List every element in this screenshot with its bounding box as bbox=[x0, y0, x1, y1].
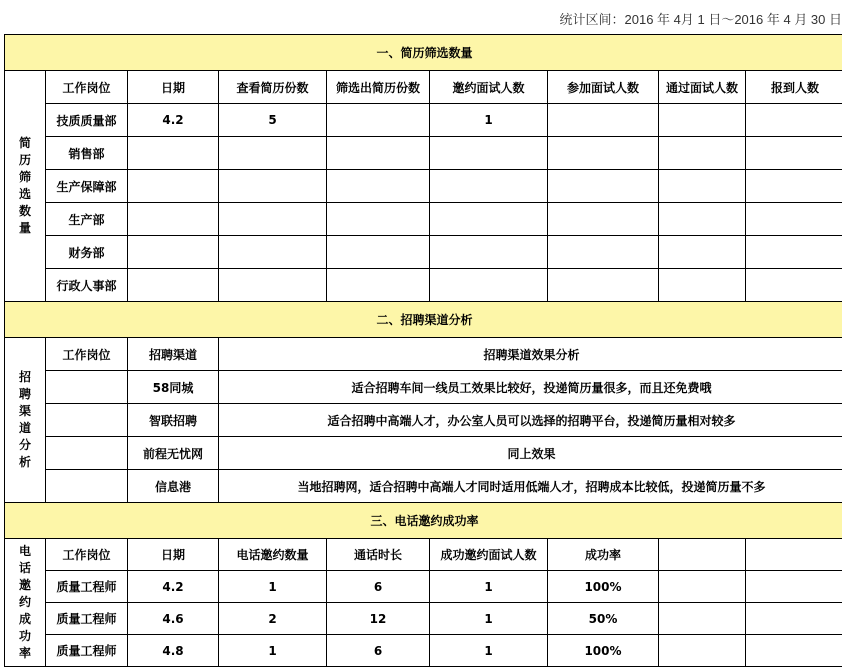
cell[interactable] bbox=[46, 437, 128, 470]
header-cell[interactable] bbox=[659, 539, 746, 571]
cell[interactable] bbox=[430, 170, 548, 203]
section2-title[interactable]: 二、招聘渠道分析 bbox=[5, 302, 842, 338]
side-char: 成 bbox=[18, 612, 31, 626]
cell[interactable] bbox=[746, 571, 842, 603]
cell[interactable] bbox=[659, 104, 746, 137]
header-cell[interactable]: 工作岗位 bbox=[46, 539, 128, 571]
cell[interactable]: 4.6 bbox=[128, 603, 219, 635]
header-cell[interactable]: 筛选出简历份数 bbox=[327, 71, 430, 104]
cell[interactable] bbox=[46, 371, 128, 404]
cell[interactable]: 58同城 bbox=[128, 371, 219, 404]
table-row bbox=[5, 269, 842, 302]
section3-title[interactable]: 三、电话邀约成功率 bbox=[5, 503, 842, 539]
recruitment-table bbox=[4, 34, 842, 667]
cell[interactable] bbox=[659, 571, 746, 603]
side-char: 招 bbox=[18, 370, 31, 384]
cell[interactable] bbox=[659, 269, 746, 302]
cell[interactable] bbox=[746, 203, 842, 236]
cell[interactable] bbox=[548, 170, 659, 203]
cell[interactable] bbox=[219, 170, 327, 203]
cell[interactable] bbox=[128, 203, 219, 236]
cell[interactable]: 100% bbox=[548, 571, 659, 603]
cell[interactable] bbox=[327, 104, 430, 137]
side-char: 道 bbox=[18, 421, 31, 435]
cell[interactable] bbox=[659, 635, 746, 667]
header-cell[interactable]: 成功邀约面试人数 bbox=[430, 539, 548, 571]
cell[interactable]: 5 bbox=[219, 104, 327, 137]
header-cell[interactable]: 招聘渠道 bbox=[128, 338, 219, 371]
side-char: 话 bbox=[18, 561, 31, 575]
cell[interactable]: 前程无忧网 bbox=[128, 437, 219, 470]
cell[interactable]: 6 bbox=[327, 635, 430, 667]
cell[interactable] bbox=[548, 203, 659, 236]
cell[interactable]: 生产部 bbox=[46, 203, 128, 236]
side-char: 电 bbox=[18, 544, 31, 558]
cell[interactable]: 适合招聘车间一线员工效果比较好，投递简历量很多，而且还免费哦 bbox=[219, 371, 842, 404]
section3-side-label[interactable] bbox=[5, 539, 46, 667]
header-cell[interactable]: 报到人数 bbox=[746, 71, 842, 104]
cell[interactable]: 1 bbox=[219, 571, 327, 603]
table-row bbox=[5, 571, 842, 603]
cell[interactable] bbox=[746, 170, 842, 203]
section1-title[interactable]: 一、简历筛选数量 bbox=[5, 35, 842, 71]
cell[interactable] bbox=[219, 269, 327, 302]
cell[interactable]: 技质质量部 bbox=[46, 104, 128, 137]
table-row bbox=[5, 203, 842, 236]
cell[interactable] bbox=[746, 104, 842, 137]
cell[interactable] bbox=[128, 269, 219, 302]
cell[interactable] bbox=[659, 137, 746, 170]
cell[interactable] bbox=[548, 269, 659, 302]
side-char: 数 bbox=[18, 204, 31, 218]
cell[interactable]: 智联招聘 bbox=[128, 404, 219, 437]
header-cell[interactable]: 日期 bbox=[128, 539, 219, 571]
side-char: 率 bbox=[18, 646, 31, 660]
side-char: 分 bbox=[18, 438, 31, 452]
table-row bbox=[5, 635, 842, 667]
stat-range-bar[interactable] bbox=[4, 0, 842, 35]
cell[interactable] bbox=[128, 137, 219, 170]
header-cell[interactable]: 工作岗位 bbox=[46, 338, 128, 371]
table-row bbox=[5, 137, 842, 170]
cell[interactable]: 质量工程师 bbox=[46, 635, 128, 667]
cell[interactable] bbox=[659, 603, 746, 635]
cell[interactable] bbox=[746, 137, 842, 170]
cell[interactable]: 100% bbox=[548, 635, 659, 667]
table-row bbox=[5, 404, 842, 437]
header-cell[interactable]: 参加面试人数 bbox=[548, 71, 659, 104]
cell[interactable]: 6 bbox=[327, 571, 430, 603]
side-char: 筛 bbox=[18, 170, 31, 184]
cell[interactable]: 行政人事部 bbox=[46, 269, 128, 302]
header-cell[interactable]: 招聘渠道效果分析 bbox=[219, 338, 842, 371]
side-char: 选 bbox=[18, 187, 31, 201]
header-cell[interactable]: 成功率 bbox=[548, 539, 659, 571]
cell[interactable]: 销售部 bbox=[46, 137, 128, 170]
stat-range-text: 统计区间：2016 年 4月 1 日～2016 年 4 月 30 日 bbox=[559, 12, 842, 27]
side-char: 量 bbox=[18, 221, 31, 235]
section2-side-label[interactable] bbox=[5, 338, 46, 503]
cell[interactable] bbox=[659, 170, 746, 203]
table-row bbox=[5, 371, 842, 404]
cell[interactable] bbox=[327, 269, 430, 302]
table-row bbox=[5, 603, 842, 635]
cell[interactable]: 2 bbox=[219, 603, 327, 635]
cell[interactable] bbox=[327, 236, 430, 269]
cell[interactable]: 财务部 bbox=[46, 236, 128, 269]
cell[interactable] bbox=[46, 470, 128, 503]
header-cell[interactable]: 查看简历份数 bbox=[219, 71, 327, 104]
cell[interactable] bbox=[746, 603, 842, 635]
header-cell[interactable] bbox=[746, 539, 842, 571]
cell[interactable] bbox=[548, 236, 659, 269]
header-cell[interactable]: 电话邀约数量 bbox=[219, 539, 327, 571]
side-char: 功 bbox=[18, 629, 31, 643]
header-cell[interactable]: 通话时长 bbox=[327, 539, 430, 571]
cell[interactable]: 适合招聘中高端人才，办公室人员可以选择的招聘平台，投递简历量相对较多 bbox=[219, 404, 842, 437]
cell[interactable] bbox=[430, 203, 548, 236]
side-char: 析 bbox=[18, 455, 31, 469]
cell[interactable]: 质量工程师 bbox=[46, 603, 128, 635]
cell[interactable]: 生产保障部 bbox=[46, 170, 128, 203]
cell[interactable]: 1 bbox=[430, 603, 548, 635]
cell[interactable]: 1 bbox=[430, 635, 548, 667]
cell[interactable] bbox=[430, 137, 548, 170]
cell[interactable] bbox=[659, 203, 746, 236]
cell[interactable] bbox=[430, 269, 548, 302]
table-row bbox=[5, 437, 842, 470]
cell[interactable] bbox=[46, 404, 128, 437]
side-char: 聘 bbox=[18, 387, 31, 401]
cell[interactable] bbox=[746, 269, 842, 302]
cell[interactable] bbox=[219, 203, 327, 236]
section1-side-label[interactable] bbox=[5, 71, 46, 302]
cell[interactable] bbox=[128, 236, 219, 269]
table-row bbox=[5, 170, 842, 203]
table-row bbox=[5, 236, 842, 269]
cell[interactable] bbox=[219, 236, 327, 269]
header-cell[interactable]: 日期 bbox=[128, 71, 219, 104]
side-char: 历 bbox=[18, 153, 31, 167]
cell[interactable]: 1 bbox=[430, 571, 548, 603]
cell[interactable] bbox=[430, 236, 548, 269]
cell[interactable]: 4.8 bbox=[128, 635, 219, 667]
header-cell[interactable]: 通过面试人数 bbox=[659, 71, 746, 104]
cell[interactable]: 同上效果 bbox=[219, 437, 842, 470]
cell[interactable]: 4.2 bbox=[128, 571, 219, 603]
side-char: 简 bbox=[18, 136, 31, 150]
side-char: 渠 bbox=[18, 404, 31, 418]
cell[interactable] bbox=[219, 137, 327, 170]
cell[interactable] bbox=[327, 203, 430, 236]
cell[interactable] bbox=[548, 104, 659, 137]
header-cell[interactable]: 邀约面试人数 bbox=[430, 71, 548, 104]
cell[interactable]: 1 bbox=[430, 104, 548, 137]
header-cell[interactable]: 工作岗位 bbox=[46, 71, 128, 104]
cell[interactable]: 12 bbox=[327, 603, 430, 635]
side-char: 约 bbox=[18, 595, 31, 609]
cell[interactable]: 当地招聘网，适合招聘中高端人才同时适用低端人才，招聘成本比较低，投递简历量不多 bbox=[219, 470, 842, 503]
cell[interactable]: 质量工程师 bbox=[46, 571, 128, 603]
table-row bbox=[5, 470, 842, 503]
cell[interactable]: 信息港 bbox=[128, 470, 219, 503]
cell[interactable] bbox=[128, 170, 219, 203]
cell[interactable]: 1 bbox=[219, 635, 327, 667]
cell[interactable] bbox=[548, 137, 659, 170]
cell[interactable] bbox=[327, 170, 430, 203]
cell[interactable] bbox=[746, 635, 842, 667]
table-row bbox=[5, 104, 842, 137]
side-char: 邀 bbox=[18, 578, 31, 592]
cell[interactable] bbox=[659, 236, 746, 269]
cell[interactable]: 4.2 bbox=[128, 104, 219, 137]
cell[interactable] bbox=[327, 137, 430, 170]
cell[interactable] bbox=[746, 236, 842, 269]
cell[interactable]: 50% bbox=[548, 603, 659, 635]
